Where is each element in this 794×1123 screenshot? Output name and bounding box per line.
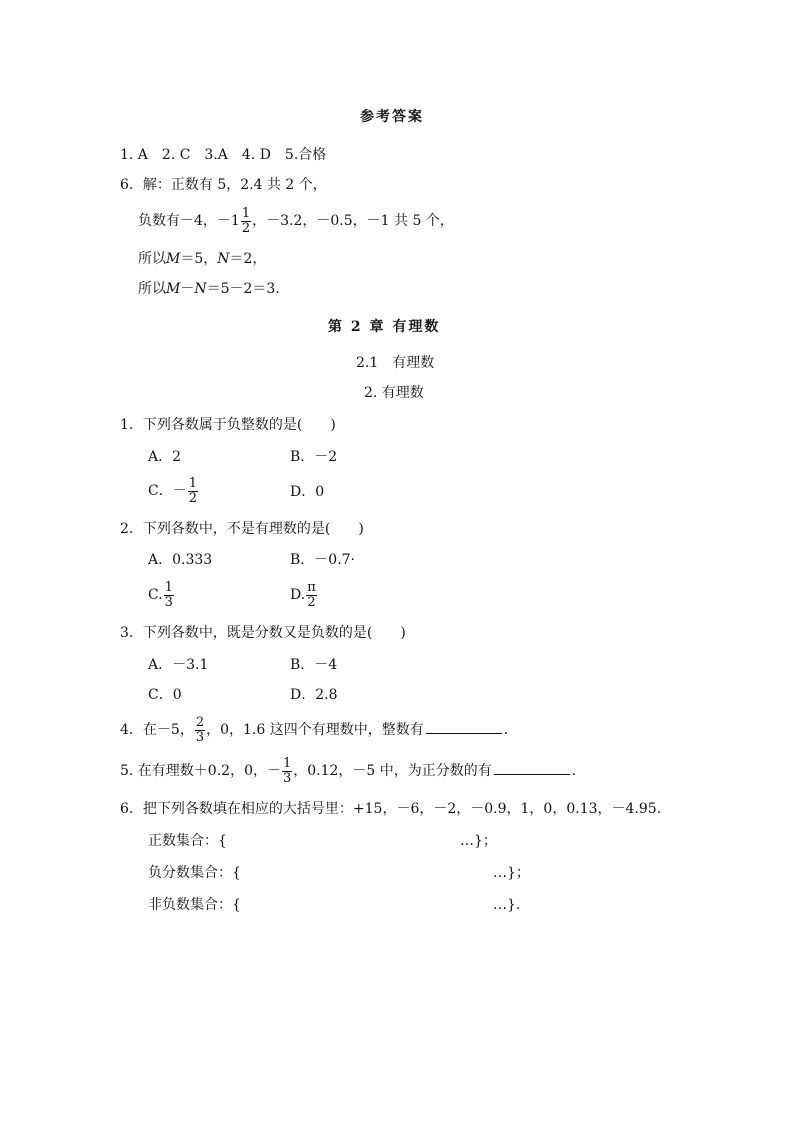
answers-q6-line-2-pre: 负数有－4，－1 [138, 213, 240, 229]
q4-text-post: ，0，1.6 这四个有理数中，整数有 [206, 722, 424, 738]
answers-q6-line-4 [138, 280, 280, 298]
fraction-denominator: 2 [307, 594, 316, 610]
q5-text-end: . [571, 763, 577, 779]
q6-set-positive-end: …}； [460, 833, 497, 849]
var-n: N [217, 251, 230, 267]
fraction-one-third [164, 581, 174, 610]
q6-set-non-negative-label: 非负数集合：{ [148, 897, 241, 913]
q2-option-c-label: C. [148, 587, 163, 603]
q2-option-d-label: D. [290, 587, 306, 603]
q2-option-d [290, 578, 318, 612]
fraction-one-half [188, 477, 198, 506]
fraction-one-half [241, 207, 251, 236]
fraction-denominator: 3 [164, 594, 173, 610]
fraction-denominator: 3 [282, 770, 292, 786]
fraction-two-thirds [195, 716, 205, 745]
q2-option-c [148, 578, 175, 612]
q1-option-b: B．－2 [290, 449, 338, 465]
answers-q6-line-2 [138, 204, 454, 238]
fraction-denominator: 3 [195, 729, 205, 745]
q1-option-c-label: C．－ [148, 483, 187, 499]
q5-text-post: ，0.12，－5 中，为正分数的有 [293, 763, 492, 779]
fraction-denominator: 2 [188, 490, 197, 506]
var-m: M [166, 251, 181, 267]
var-m: M [166, 281, 181, 297]
fraction-numerator: 2 [195, 714, 205, 730]
text-minus: － [180, 281, 195, 297]
subsection-title: 2. 有理数 [364, 385, 424, 401]
fraction-numerator: 1 [164, 579, 173, 595]
answers-q6-line-2-post: ，－3.2，－0.5，－1 共 5 个， [252, 213, 454, 229]
q3-stem: 3．下列各数中，既是分数又是负数的是( ) [120, 625, 406, 641]
q5-text-pre: 5. 在有理数＋0.2，0，－ [120, 763, 281, 779]
fraction-numerator: 1 [241, 205, 251, 221]
q6-set-negative-fraction-end: …}； [493, 865, 530, 881]
answers-q6-line-1: 6．解：正数有 5，2.4 共 2 个， [120, 177, 327, 193]
q4-stem [120, 713, 508, 747]
fraction-one-third [282, 757, 292, 786]
fraction-numerator: 1 [188, 475, 197, 491]
q4-text-end: . [503, 722, 509, 738]
q3-option-b: B．－4 [290, 657, 338, 673]
chapter-title: 第 2 章 有理数 [328, 319, 441, 335]
answers-line-1: 1. A 2. C 3.A 4. D 5.合格 [120, 147, 327, 163]
text-so: 所以 [138, 251, 166, 267]
q2-stem: 2．下列各数中，不是有理数的是( ) [120, 521, 364, 537]
q2-option-b: B．－0.7· [290, 552, 356, 568]
text-so: 所以 [138, 281, 166, 297]
q1-option-c [148, 474, 199, 508]
fraction-numerator: π [307, 579, 316, 595]
q6-set-positive-label: 正数集合：{ [148, 833, 227, 849]
q6-set-negative-fraction-label: 负分数集合：{ [148, 865, 241, 881]
text-eq-2: ＝2， [229, 251, 267, 267]
q1-option-d: D．0 [290, 484, 325, 500]
q4-answer-blank[interactable] [426, 719, 502, 734]
q6-set-non-negative-end: …}. [493, 897, 521, 913]
text-eq-5: ＝5， [180, 251, 218, 267]
fraction-denominator: 2 [241, 220, 251, 236]
q3-option-a: A．－3.1 [148, 657, 209, 673]
q6-stem: 6．把下列各数填在相应的大括号里：+15，－6，－2，－0.9，1，0，0.13，－4.95. [120, 801, 662, 817]
q3-option-d: D．2.8 [290, 687, 338, 703]
text-result: ＝5－2＝3. [206, 281, 280, 297]
q5-answer-blank[interactable] [494, 760, 570, 775]
q1-option-a: A．2 [148, 449, 182, 465]
fraction-pi-over-two [306, 581, 317, 610]
q4-text-pre: 4．在－5， [120, 722, 194, 738]
q1-stem: 1．下列各数属于负整数的是( ) [120, 417, 336, 433]
q3-option-c: C．0 [148, 687, 182, 703]
answers-heading: 参考答案 [360, 109, 424, 125]
q5-stem [120, 754, 576, 788]
answers-q6-line-3 [138, 250, 266, 268]
section-title: 2.1 有理数 [356, 355, 435, 371]
q2-option-a: A．0.333 [148, 552, 213, 568]
var-n: N [194, 281, 207, 297]
fraction-numerator: 1 [282, 755, 292, 771]
